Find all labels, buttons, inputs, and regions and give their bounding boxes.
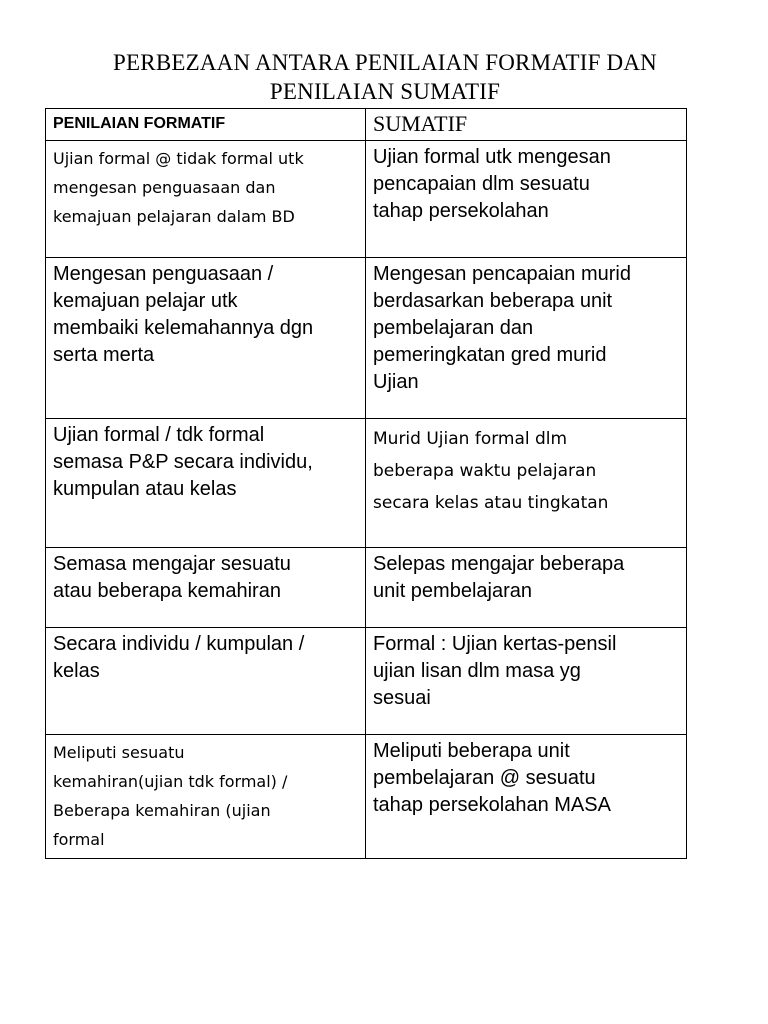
table-row: [46, 735, 687, 859]
formatif-cell: Ujian formal / tdk formal semasa P&P secara individu, kumpulan atau kelas: [46, 419, 366, 548]
title-line-1: PERBEZAAN ANTARA PENILAIAN FORMATIF DAN: [113, 50, 657, 75]
sumatif-cell: Selepas mengajar beberapa unit pembelajaran: [366, 548, 687, 628]
table-row: [46, 258, 687, 419]
comparison-table: [45, 108, 687, 859]
table-row: [46, 628, 687, 735]
sumatif-cell: Mengesan pencapaian murid berdasarkan beberapa unit pembelajaran dan pemeringkatan gred murid Ujian: [366, 258, 687, 419]
header-sumatif: SUMATIF: [366, 109, 687, 141]
table-row: [46, 419, 687, 548]
page-title: [40, 48, 730, 106]
table-row: [46, 141, 687, 258]
formatif-cell: Secara individu / kumpulan / kelas: [46, 628, 366, 735]
title-line-2: PENILAIAN SUMATIF: [269, 79, 501, 104]
formatif-cell: Mengesan penguasaan / kemajuan pelajar utk membaiki kelemahannya dgn serta merta: [46, 258, 366, 419]
formatif-cell: Meliputi sesuatu kemahiran(ujian tdk formal) / Beberapa kemahiran (ujian formal: [46, 735, 366, 859]
sumatif-cell: Murid Ujian formal dlm beberapa waktu pelajaran secara kelas atau tingkatan: [366, 419, 687, 548]
table-row: [46, 548, 687, 628]
header-formatif: PENILAIAN FORMATIF: [46, 109, 366, 141]
table-header-row: [46, 109, 687, 141]
formatif-cell: Semasa mengajar sesuatu atau beberapa kemahiran: [46, 548, 366, 628]
sumatif-cell: Meliputi beberapa unit pembelajaran @ sesuatu tahap persekolahan MASA: [366, 735, 687, 859]
sumatif-cell: Ujian formal utk mengesan pencapaian dlm sesuatu tahap persekolahan: [366, 141, 687, 258]
sumatif-cell: Formal : Ujian kertas-pensil ujian lisan dlm masa yg sesuai: [366, 628, 687, 735]
formatif-cell: Ujian formal @ tidak formal utk mengesan penguasaan dan kemajuan pelajaran dalam BD: [46, 141, 366, 258]
